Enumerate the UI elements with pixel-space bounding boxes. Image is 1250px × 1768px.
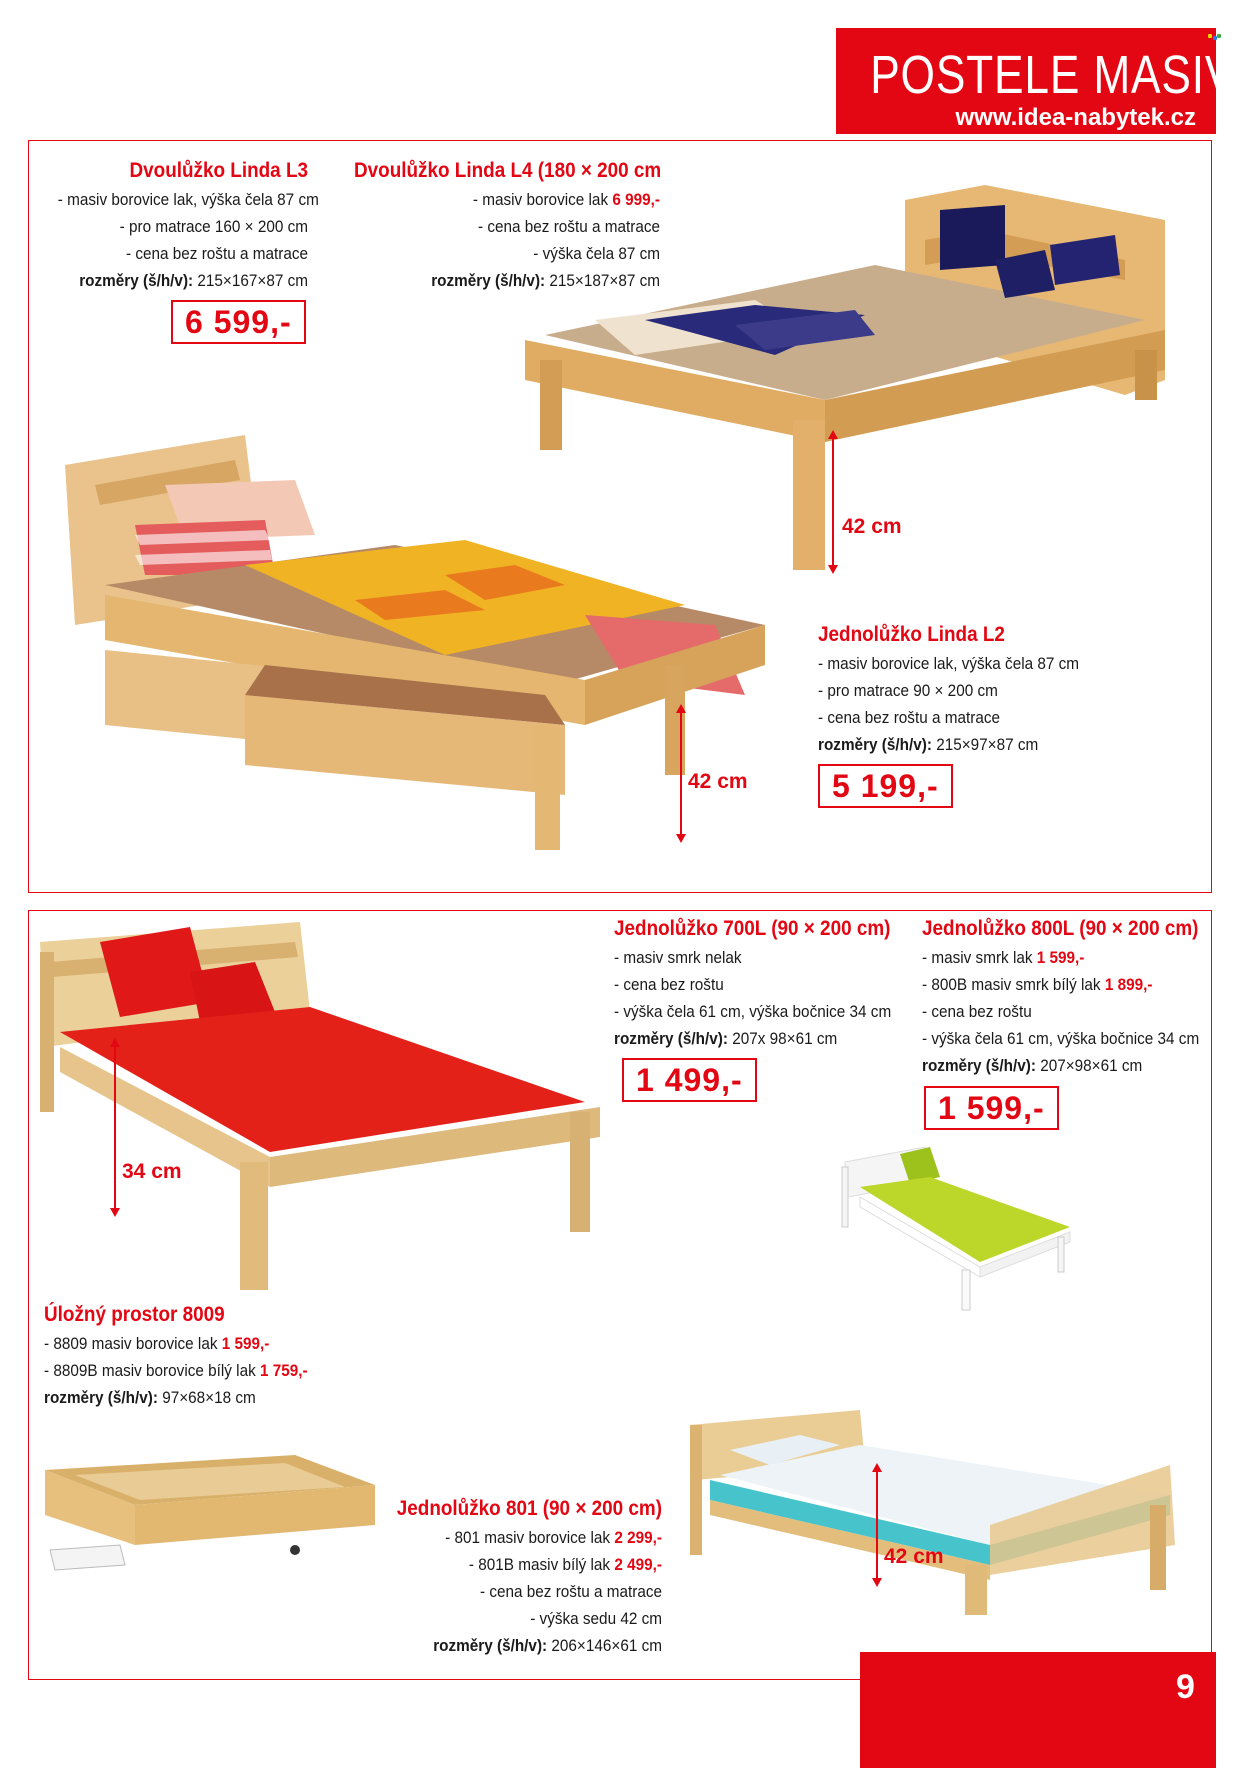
linda-l3-price: 6 599,-: [171, 300, 306, 344]
linda-l2-title: Jednolůžko Linda L2: [818, 623, 1005, 646]
product-linda-l3: [30, 156, 319, 294]
linda-l2-height-arrow: [680, 706, 682, 841]
700l-line: - masiv smrk nelak: [614, 948, 742, 967]
product-801: [350, 1494, 662, 1659]
product-linda-l4: [320, 156, 660, 294]
linda-l2-dims-value: 215×97×87 cm: [936, 735, 1039, 754]
801-line-price: 2 499,-: [614, 1555, 662, 1574]
linda-l4-height-arrow: [832, 432, 834, 572]
storage-line-price: 1 759,-: [260, 1361, 308, 1380]
linda-l2-line: - masiv borovice lak, výška čela 87 cm: [818, 654, 1080, 673]
linda-l3-dims-label: rozměry (š/h/v):: [79, 271, 194, 290]
700l-line: - cena bez roštu: [614, 975, 724, 994]
801-line: - 801 masiv borovice lak: [445, 1528, 611, 1547]
801-line: - 801B masiv bílý lak: [468, 1555, 611, 1574]
header-banner: [836, 28, 1236, 134]
product-storage-8009: [44, 1300, 384, 1411]
photo-800l: [840, 1142, 1080, 1312]
linda-l2-price: 5 199,-: [818, 764, 953, 808]
storage-dims-value: 97×68×18 cm: [162, 1388, 256, 1407]
800l-dims-value: 207×98×61 cm: [1040, 1056, 1143, 1075]
700l-title: Jednolůžko 700L (90 × 200 cm): [614, 917, 891, 940]
linda-l4-dims-label: rozměry (š/h/v):: [431, 271, 546, 290]
700l-dims-label: rozměry (š/h/v):: [614, 1029, 728, 1048]
linda-l4-line: - cena bez roštu a matrace: [478, 217, 660, 236]
801-dims-label: rozměry (š/h/v):: [433, 1636, 548, 1655]
page-title: POSTELE MASIV: [870, 45, 1236, 105]
linda-l2-height: 42 cm: [688, 770, 748, 793]
linda-l3-line: - masiv borovice lak, výška čela 87 cm: [57, 190, 319, 209]
logo-dots-icon: [1208, 34, 1222, 42]
801-height: 42 cm: [884, 1545, 944, 1568]
700l-height-arrow: [114, 1040, 116, 1215]
linda-l3-line: - pro matrace 160 × 200 cm: [119, 217, 308, 236]
801-title: Jednolůžko 801 (90 × 200 cm): [396, 1497, 662, 1520]
website-url[interactable]: www.idea-nabytek.cz: [955, 104, 1196, 131]
801-line: - cena bez roštu a matrace: [480, 1582, 662, 1601]
photo-700l: [40, 922, 615, 1292]
linda-l2-dims-label: rozměry (š/h/v):: [818, 735, 932, 754]
800l-dims-label: rozměry (š/h/v):: [922, 1056, 1036, 1075]
storage-dims-label: rozměry (š/h/v):: [44, 1388, 158, 1407]
photo-linda-l2: [65, 425, 770, 865]
800l-title: Jednolůžko 800L (90 × 200 cm): [922, 917, 1199, 940]
linda-l2-line: - pro matrace 90 × 200 cm: [818, 681, 998, 700]
800l-line: - výška čela 61 cm, výška bočnice 34 cm: [922, 1029, 1200, 1048]
800l-line: - masiv smrk lak: [922, 948, 1033, 967]
product-800l: [922, 914, 1212, 1079]
800l-line: - cena bez roštu: [922, 1002, 1032, 1021]
product-700l: [614, 914, 904, 1052]
801-dims-value: 206×146×61 cm: [551, 1636, 662, 1655]
linda-l4-dims-value: 215×187×87 cm: [549, 271, 660, 290]
storage-line: - 8809B masiv borovice bílý lak: [44, 1361, 256, 1380]
photo-storage-8009: [45, 1455, 380, 1585]
linda-l4-price: 6 999,-: [612, 190, 660, 209]
page-number: 9: [1176, 1668, 1195, 1706]
linda-l2-line: - cena bez roštu a matrace: [818, 708, 1000, 727]
linda-l4-line: - masiv borovice lak: [472, 190, 609, 209]
800l-line-price: 1 899,-: [1104, 975, 1153, 994]
800l-price: 1 599,-: [924, 1086, 1059, 1130]
linda-l3-line: - cena bez roštu a matrace: [126, 244, 308, 263]
700l-dims-value: 207x 98×61 cm: [732, 1029, 838, 1048]
storage-line-price: 1 599,-: [221, 1334, 270, 1353]
linda-l4-title: Dvoulůžko Linda L4 (180 × 200 cm: [354, 159, 662, 182]
801-line-price: 2 299,-: [614, 1528, 662, 1547]
700l-line: - výška čela 61 cm, výška bočnice 34 cm: [614, 1002, 892, 1021]
800l-line: - 800B masiv smrk bílý lak: [922, 975, 1101, 994]
linda-l4-height: 42 cm: [842, 515, 902, 538]
801-height-arrow: [876, 1465, 878, 1585]
storage-line: - 8809 masiv borovice lak: [44, 1334, 218, 1353]
product-linda-l2: [818, 620, 1198, 758]
700l-price: 1 499,-: [622, 1058, 757, 1102]
801-line: - výška sedu 42 cm: [530, 1609, 662, 1628]
linda-l3-title: Dvoulůžko Linda L3: [129, 159, 308, 182]
linda-l4-line: - výška čela 87 cm: [533, 244, 660, 263]
photo-801: [690, 1405, 1185, 1620]
linda-l3-dims-value: 215×167×87 cm: [197, 271, 308, 290]
page-number-tab: [860, 1652, 1216, 1768]
storage-title: Úložný prostor 8009: [44, 1303, 225, 1326]
700l-height: 34 cm: [122, 1160, 182, 1183]
800l-line-price: 1 599,-: [1036, 948, 1085, 967]
